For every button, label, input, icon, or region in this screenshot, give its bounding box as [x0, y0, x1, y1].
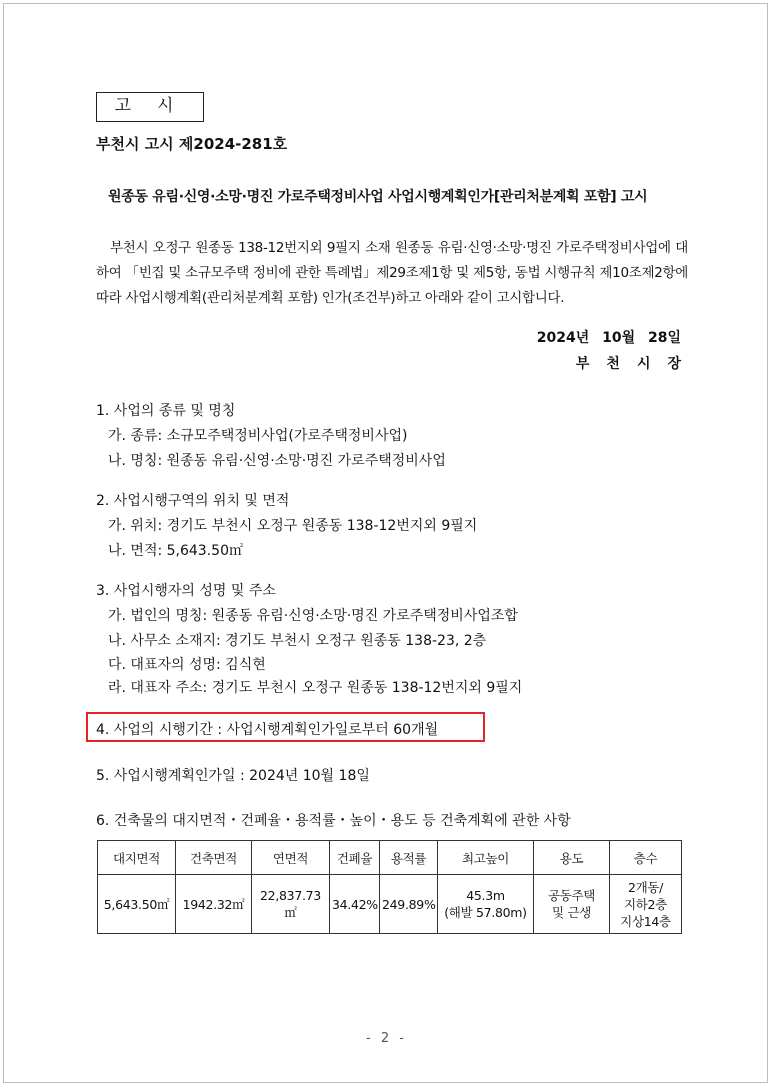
- table-header-row: [98, 841, 682, 875]
- table-header-cell: 건폐율: [330, 841, 380, 875]
- notice-date: 2024년 10월 28일: [536, 330, 681, 346]
- table-header-cell: 용도: [534, 841, 610, 875]
- table-cell: 22,837.73㎡: [252, 875, 330, 934]
- section-3-item: 나. 사무소 소재지: 경기도 부천시 오정구 원종동 138-23, 2층: [108, 633, 487, 649]
- table-cell: 5,643.50㎡: [98, 875, 176, 934]
- section-4-heading: 4. 사업의 시행기간 : 사업시행계획인가일로부터 60개월: [96, 722, 439, 738]
- table-header-cell: 최고높이: [438, 841, 534, 875]
- table-cell: 공동주택 및 근생: [534, 875, 610, 934]
- section-2-item: 가. 위치: 경기도 부천시 오정구 원종동 138-12번지외 9필지: [108, 518, 478, 534]
- section-3-heading: 3. 사업시행자의 성명 및 주소: [96, 583, 276, 599]
- notice-subject: 원종동 유림·신영·소망·명진 가로주택정비사업 사업시행계획인가[관리처분계획 포함] 고시: [108, 189, 648, 205]
- table-header-cell: 대지면적: [98, 841, 176, 875]
- section-5-heading: 5. 사업시행계획인가일 : 2024년 10월 18일: [96, 768, 370, 784]
- building-plan-table: [97, 840, 682, 934]
- notice-title-box: 고시: [96, 92, 204, 122]
- section-2-heading: 2. 사업시행구역의 위치 및 면적: [96, 493, 290, 509]
- section-1-item: 나. 명칭: 원종동 유림·신영·소망·명진 가로주택정비사업: [108, 453, 446, 469]
- section-2-item: 나. 면적: 5,643.50㎡: [108, 543, 243, 559]
- page-number: - 2 -: [366, 1031, 407, 1046]
- table-header-cell: 용적률: [380, 841, 438, 875]
- section-3-item: 다. 대표자의 성명: 김식현: [108, 657, 266, 673]
- section-1-heading: 1. 사업의 종류 및 명칭: [96, 403, 236, 419]
- issuer-name: 부천시장: [575, 356, 698, 372]
- notice-number: 부천시 고시 제2024-281호: [96, 135, 288, 153]
- table-header-cell: 층수: [610, 841, 682, 875]
- section-3-item: 라. 대표자 주소: 경기도 부천시 오정구 원종동 138-12번지외 9필지: [108, 680, 523, 696]
- table-cell: 2개동/ 지하2층 지상14층: [610, 875, 682, 934]
- section-3-item: 가. 법인의 명칭: 원종동 유림·신영·소망·명진 가로주택정비사업조합: [108, 608, 518, 624]
- section-6-heading: 6. 건축물의 대지면적・건폐율・용적률・높이・용도 등 건축계획에 관한 사항: [96, 813, 571, 829]
- table-cell: 1942.32㎡: [176, 875, 252, 934]
- section-1-item: 가. 종류: 소규모주택정비사업(가로주택정비사업): [108, 428, 408, 444]
- table-cell: 34.42%: [330, 875, 380, 934]
- table-header-cell: 건축면적: [176, 841, 252, 875]
- table-cell: 249.89%: [380, 875, 438, 934]
- table-header-cell: 연면적: [252, 841, 330, 875]
- table-row: [98, 875, 682, 934]
- notice-body: 부천시 오정구 원종동 138-12번지외 9필지 소재 원종동 유림·신영·소망·명진 가로주택정비사업에 대하여 「빈집 및 소규모주택 정비에 관한 특례법」제29조제1항 및 제5항, 동법 시행규칙 제10조제2항에 따라 사업시행계획(관리처분계획 포함) 인가(조건부)하고 아래와 같이 고시합니다.: [96, 240, 688, 306]
- table-cell: 45.3m (해발 57.80m): [438, 875, 534, 934]
